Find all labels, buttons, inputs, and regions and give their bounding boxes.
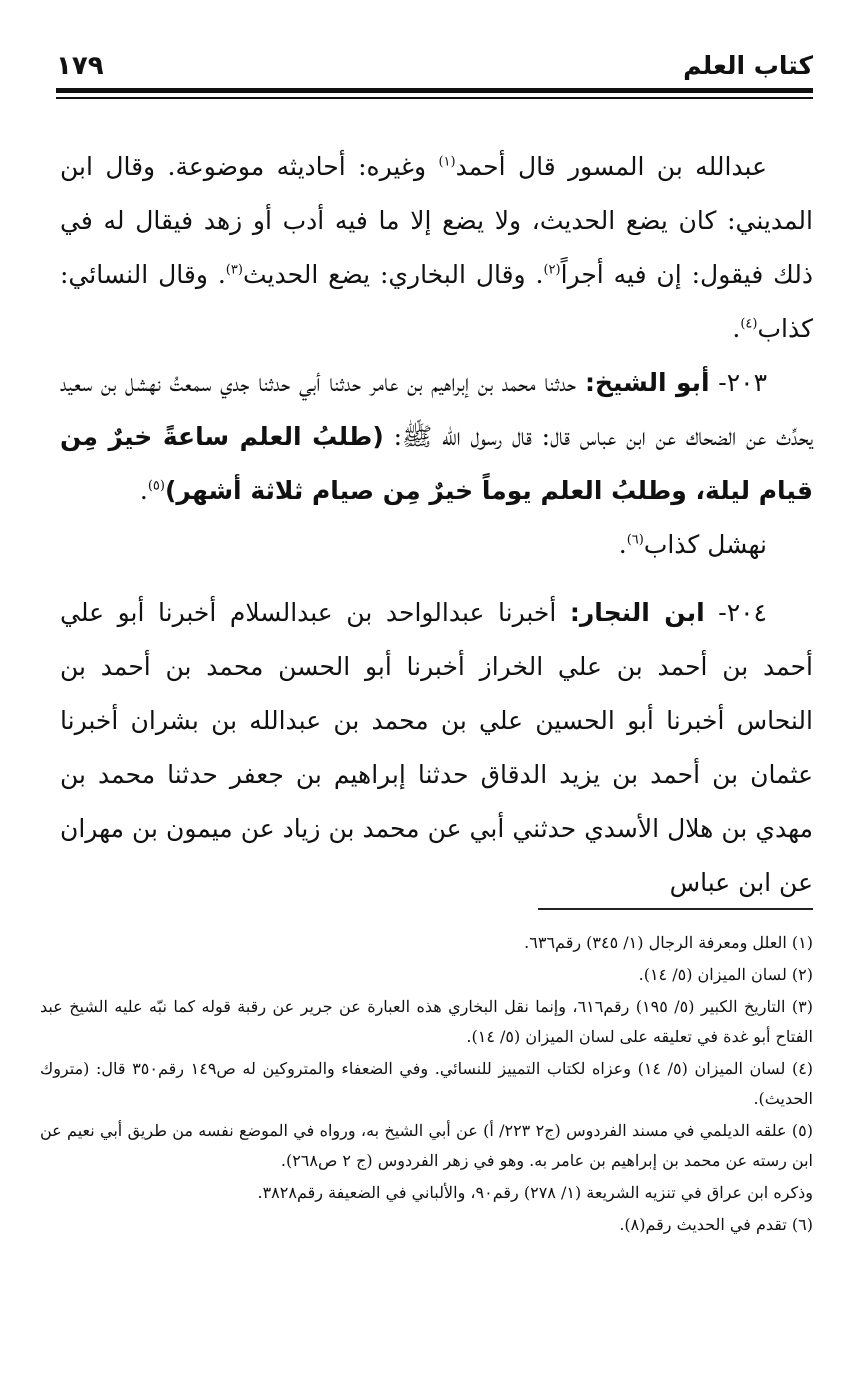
page-number: ١٧٩ <box>56 51 104 81</box>
footnote-2: (٢) لسان الميزان (٥/ ١٤). <box>638 965 813 984</box>
header-rule-thin <box>56 97 813 99</box>
text-segment: . وقال النسائي: كذاب <box>60 260 813 343</box>
footnote-6: (٦) تقدم في الحديث رقم(٨). <box>619 1215 813 1234</box>
footnote-1: (١) العلل ومعرفة الرجال (١/ ٣٤٥) رقم٦٣٦. <box>524 933 813 952</box>
footnote-5-continued: وذكره ابن عراق في تنزيه الشريعة (١/ ٢٧٨) رقم٩٠، والألباني في الضعيفة رقم٣٨٢٨. <box>257 1183 813 1202</box>
footnote-5: (٥) علقه الديلمي في مسند الفردوس (ج٢ ٢٢٣/ أ) عن أبي الشيخ به، ورواه في الموضع نفسه من طريق أبي نعيم عن ابن رسته عن محمد بن إبراهيم بن عامر به. وهو في زهر الفردوس (ج ٢ ص٢٦٨). <box>40 1121 814 1170</box>
text-segment: . وقال البخاري: يضع الحديث <box>242 260 544 289</box>
text-segment: وغيره: أحاديثه موضوعة. وقال ابن المديني: كان يضع الحديث، ولا يضع إلا ما فيه أدب أو زهد فيقال له في ذلك فيقول: إن فيه أجراً <box>60 152 813 289</box>
text-segment: . <box>732 314 741 343</box>
text-segment: . <box>139 476 148 505</box>
hadith-number: ٢٠٤- <box>704 598 767 627</box>
footnote-4: (٤) لسان الميزان (٥/ ١٤) وعزاه لكتاب التمييز للنسائي. وفي الضعفاء والمتروكين له ص١٤٩ رقم٣٥٠ قال: (متروك الحديث). <box>40 1059 814 1108</box>
paragraph-note <box>60 518 813 572</box>
footnote-3: (٣) التاريخ الكبير (٥/ ١٩٥) رقم٦١٦، وإنما نقل البخاري هذه العبارة عن جرير عن رقبة قوله كما نبّه عليه الشيخ عبد الفتاح أبو غدة في تعليقه على لسان الميزان (٥/ ١٤). <box>40 997 813 1046</box>
paragraph-hadith-204 <box>60 586 813 910</box>
header-rule-thick <box>56 88 813 93</box>
main-text <box>60 140 813 910</box>
running-head <box>56 40 813 86</box>
isnad-text: حدثنا محمد بن إبراهيم بن عامر حدثنا أبي حدثنا جدي سمعتُ نهشل بن سعيد يحدِّث عن الضحاك عن ابن عباس قال: قال رسول الله ﷺ: <box>60 368 814 451</box>
footnote-ref-4[interactable]: (٤) <box>740 316 758 332</box>
paragraph-narrator-criticism <box>60 140 813 356</box>
footnote-ref-2[interactable]: (٢) <box>543 262 561 278</box>
footnote-ref-1[interactable]: (١) <box>438 154 456 170</box>
hadith-number: ٢٠٣- <box>709 368 768 397</box>
text-segment: عبدالله بن المسور قال أحمد <box>455 152 767 181</box>
book-title: كتاب العلم <box>683 51 813 80</box>
source-name: ابن النجار: <box>569 598 705 627</box>
footnote-separator <box>538 908 813 910</box>
footnote-ref-6[interactable]: (٦) <box>626 532 644 548</box>
paragraph-hadith-203 <box>60 356 813 518</box>
text-segment: . <box>618 530 627 559</box>
text-segment: نهشل كذاب <box>643 530 767 559</box>
footnotes <box>40 928 813 1242</box>
hadith-matn: (طلبُ العلم ساعةً خيرٌ مِن قيام ليلة، وطلبُ العلم يوماً خيرٌ مِن صيام ثلاثة أشهر) <box>60 422 813 505</box>
source-name: أبو الشيخ: <box>584 368 710 397</box>
footnote-ref-5[interactable]: (٥) <box>147 478 165 494</box>
footnote-ref-3[interactable]: (٣) <box>225 262 243 278</box>
isnad-text: أخبرنا عبدالواحد بن عبدالسلام أخبرنا أبو علي أحمد بن أحمد بن علي الخراز أخبرنا أبو الحسن محمد بن أحمد بن النحاس أخبرنا أبو الحسين علي بن محمد بن عبدالله بن بشران أخبرنا عثمان بن أحمد بن يزيد الدقاق حدثنا إبراهيم بن جعفر حدثنا محمد بن مهدي بن هلال الأسدي حدثني أبي عن محمد بن زياد عن ميمون بن مهران عن ابن عباس <box>60 598 813 897</box>
